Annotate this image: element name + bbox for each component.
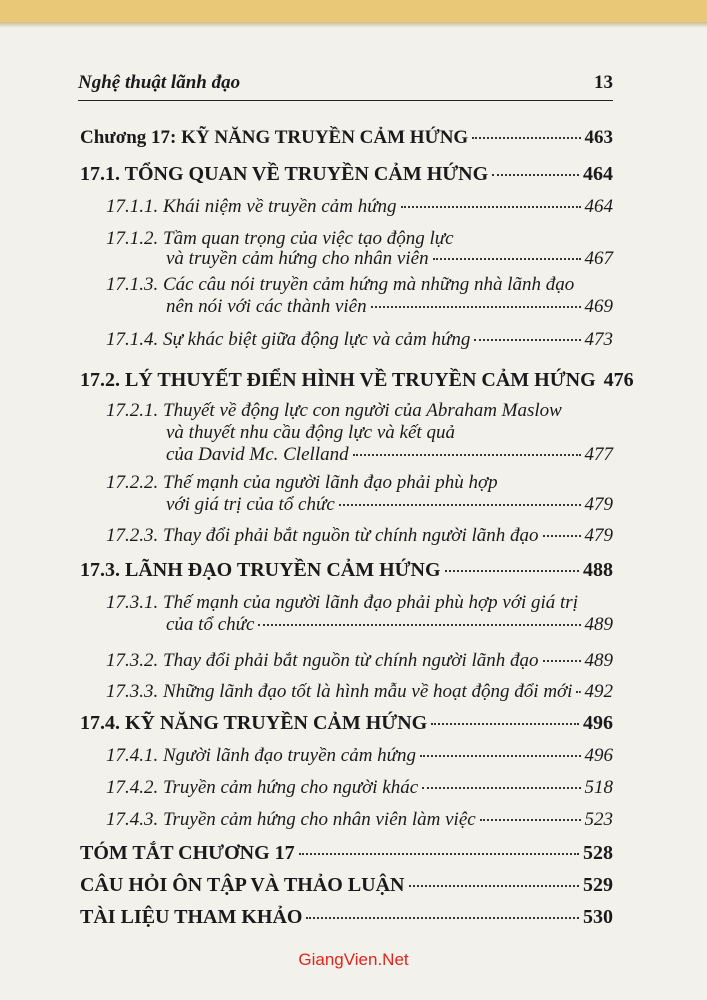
toc-entry-17-1-2[interactable] xyxy=(166,248,613,269)
toc-leader-dots xyxy=(472,137,580,139)
toc-entry-review-questions[interactable] xyxy=(80,875,613,896)
toc-entry-page: 479 xyxy=(584,494,613,515)
toc-leader-dots xyxy=(576,691,580,693)
toc-leader-dots xyxy=(409,885,580,887)
toc-entry-text: 17.1.1. Khái niệm về truyền cảm hứng xyxy=(106,196,397,217)
toc-entry-17-4[interactable] xyxy=(80,713,613,734)
toc-entry-text: 17.1.4. Sự khác biệt giữa động lực và cảm hứng xyxy=(106,329,471,350)
toc-entry-page: 464 xyxy=(584,196,613,217)
toc-entry-17-3-1[interactable] xyxy=(166,614,613,635)
toc-entry-text: 17.2. LÝ THUYẾT ĐIỂN HÌNH VỀ TRUYỀN CẢM HỨNG xyxy=(80,369,596,391)
watermark-text: GiangVien.Net xyxy=(298,950,409,969)
toc-entry-page: 476 xyxy=(603,369,634,391)
toc-entry-page: 488 xyxy=(583,559,613,581)
header-title: Nghệ thuật lãnh đạo xyxy=(78,72,241,93)
toc-leader-dots xyxy=(492,174,579,176)
toc-entry-page: 479 xyxy=(584,525,613,546)
toc-entry-17-3[interactable] xyxy=(80,560,613,581)
toc-entry-17-4-2[interactable] xyxy=(106,777,613,798)
toc-entry-text: TÀI LIỆU THAM KHẢO xyxy=(80,906,303,928)
toc-leader-dots xyxy=(258,624,580,626)
toc-entry-page: 489 xyxy=(584,650,613,671)
toc-entry-page: 523 xyxy=(584,809,613,830)
toc-entry-text: 17.3.2. Thay đổi phải bắt nguồn từ chính người lãnh đạo xyxy=(106,650,539,671)
toc-entry-text: 17.2.3. Thay đổi phải bắt nguồn từ chính người lãnh đạo xyxy=(106,525,539,546)
toc-entry-page: 477 xyxy=(584,444,613,465)
page-top-edge xyxy=(0,0,707,22)
header-page-number: 13 xyxy=(594,72,613,93)
running-header xyxy=(78,68,613,101)
toc-entry-page: 463 xyxy=(584,127,613,148)
toc-entry-17-2-3[interactable] xyxy=(106,525,613,546)
toc-leader-dots xyxy=(474,339,580,341)
toc-leader-dots xyxy=(371,306,581,308)
toc-entry-17-4-1[interactable] xyxy=(106,745,613,766)
toc-entry-text: 17.1. TỔNG QUAN VỀ TRUYỀN CẢM HỨNG xyxy=(80,163,489,185)
toc-entry-text: 17.3.3. Những lãnh đạo tốt là hình mẫu về hoạt động đổi mới xyxy=(106,681,573,702)
toc-entry-text: và truyền cảm hứng cho nhân viên xyxy=(166,248,429,269)
toc-entry-text: Chương 17: KỸ NĂNG TRUYỀN CẢM HỨNG xyxy=(80,127,469,148)
toc-entry-text: của David Mc. Clelland xyxy=(166,444,349,465)
toc-entry-text: với giá trị của tổ chức xyxy=(166,494,335,515)
toc-leader-dots xyxy=(299,853,579,855)
toc-entry-17-1[interactable] xyxy=(80,164,613,185)
toc-entry-page: 530 xyxy=(583,906,613,928)
toc-entry-references[interactable] xyxy=(80,907,613,928)
toc-entry-page: 492 xyxy=(584,681,613,702)
toc-leader-dots xyxy=(445,570,579,572)
toc-leader-dots xyxy=(353,454,581,456)
toc-entry-chapter-17[interactable] xyxy=(80,127,613,148)
toc-entry-text: 17.4.1. Người lãnh đạo truyền cảm hứng xyxy=(106,745,417,766)
toc-entry-17-2-1-line1: 17.2.1. Thuyết về động lực con người của Abraham Maslow xyxy=(106,400,562,421)
toc-entry-summary[interactable] xyxy=(80,843,613,864)
toc-leader-dots xyxy=(431,723,579,725)
toc-entry-17-1-3[interactable] xyxy=(166,296,613,317)
toc-entry-17-1-3-line1: 17.1.3. Các câu nói truyền cảm hứng mà những nhà lãnh đạo xyxy=(106,274,575,295)
toc-entry-page: 489 xyxy=(584,614,613,635)
toc-leader-dots xyxy=(422,787,580,789)
toc-entry-17-2-1-line2: và thuyết nhu cầu động lực và kết quả xyxy=(166,422,455,443)
toc-entry-text: 17.4. KỸ NĂNG TRUYỀN CẢM HỨNG xyxy=(80,712,428,734)
toc-entry-page: 528 xyxy=(583,842,613,864)
toc-entry-17-1-4[interactable] xyxy=(106,329,613,350)
toc-entry-text: 17.4.3. Truyền cảm hứng cho nhân viên làm việc xyxy=(106,809,476,830)
toc-entry-page: 473 xyxy=(584,329,613,350)
toc-entry-text: của tổ chức xyxy=(166,614,255,635)
toc-entry-17-4-3[interactable] xyxy=(106,809,613,830)
toc-leader-dots xyxy=(480,819,581,821)
toc-entry-text: TÓM TẮT CHƯƠNG 17 xyxy=(80,842,295,864)
page-top-shadow xyxy=(0,22,707,28)
toc-entry-17-3-2[interactable] xyxy=(106,650,613,671)
toc-leader-dots xyxy=(543,660,581,662)
toc-entry-17-3-3[interactable] xyxy=(106,681,613,702)
toc-entry-17-1-1[interactable] xyxy=(106,196,613,217)
toc-entry-text: CÂU HỎI ÔN TẬP VÀ THẢO LUẬN xyxy=(80,874,405,896)
toc-leader-dots xyxy=(543,535,581,537)
toc-entry-text: nên nói với các thành viên xyxy=(166,296,367,317)
toc-entry-text: 17.3. LÃNH ĐẠO TRUYỀN CẢM HỨNG xyxy=(80,559,441,581)
toc-entry-17-1-2-line1: 17.1.2. Tầm quan trọng của việc tạo động lực xyxy=(106,228,454,249)
toc-leader-dots xyxy=(433,258,581,260)
toc-entry-page: 529 xyxy=(583,874,613,896)
toc-leader-dots xyxy=(401,206,581,208)
toc-entry-17-2[interactable] xyxy=(80,369,634,391)
toc-entry-page: 469 xyxy=(584,296,613,317)
toc-entry-17-2-1[interactable] xyxy=(166,444,613,465)
toc-entry-page: 518 xyxy=(584,777,613,798)
toc-leader-dots xyxy=(306,917,579,919)
toc-entry-text: 17.4.2. Truyền cảm hứng cho người khác xyxy=(106,777,419,798)
toc-entry-17-3-1-line1: 17.3.1. Thế mạnh của người lãnh đạo phải phù hợp với giá trị xyxy=(106,592,578,613)
toc-entry-page: 496 xyxy=(583,712,613,734)
toc-entry-page: 496 xyxy=(584,745,613,766)
toc-entry-17-2-2[interactable] xyxy=(166,494,613,515)
toc-entry-page: 467 xyxy=(584,248,613,269)
toc-entry-page: 464 xyxy=(583,163,613,185)
toc-leader-dots xyxy=(420,755,580,757)
toc-entry-17-2-2-line1: 17.2.2. Thế mạnh của người lãnh đạo phải phù hợp xyxy=(106,472,498,493)
toc-leader-dots xyxy=(339,504,581,506)
